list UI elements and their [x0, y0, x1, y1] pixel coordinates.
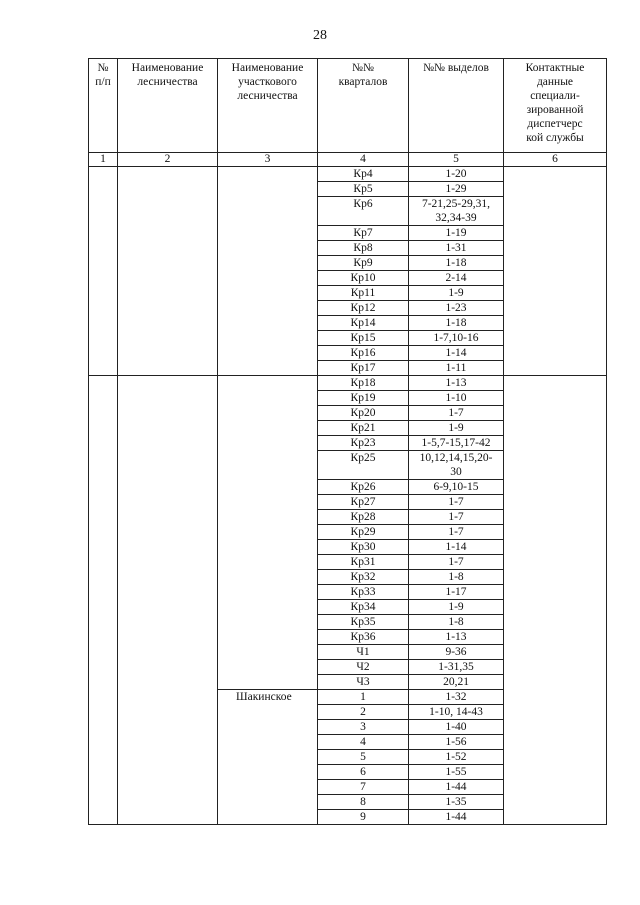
quarter-cell: Кр15	[318, 331, 409, 346]
allotment-cell: 1-52	[409, 750, 504, 765]
column-number: 6	[504, 153, 607, 167]
quarter-cell: Кр27	[318, 495, 409, 510]
quarter-cell: Кр14	[318, 316, 409, 331]
allotment-cell: 1-35	[409, 795, 504, 810]
quarter-cell: Кр25	[318, 451, 409, 480]
allotment-cell: 6-9,10-15	[409, 480, 504, 495]
page-number: 28	[313, 28, 327, 43]
allotment-cell: 1-7	[409, 495, 504, 510]
allotment-cell: 1-14	[409, 346, 504, 361]
column-number-row	[89, 153, 607, 167]
quarter-cell: Кр31	[318, 555, 409, 570]
forestry-cell	[118, 376, 218, 825]
quarter-cell: Кр36	[318, 630, 409, 645]
quarter-cell: Кр17	[318, 361, 409, 376]
column-number: 2	[118, 153, 218, 167]
quarter-cell: Кр29	[318, 525, 409, 540]
quarter-cell: Кр11	[318, 286, 409, 301]
table-row	[89, 376, 607, 391]
allotment-cell: 1-7	[409, 555, 504, 570]
header-cell: Наименование участкового лесничества	[218, 59, 318, 153]
header-cell: Контактные данные специали- зированной диспетчерс кой службы	[504, 59, 607, 153]
quarter-cell: Кр16	[318, 346, 409, 361]
quarter-cell: Кр6	[318, 197, 409, 226]
allotment-cell: 1-29	[409, 182, 504, 197]
quarter-cell: 6	[318, 765, 409, 780]
allotment-cell: 1-31	[409, 241, 504, 256]
district-forestry-cell	[218, 167, 318, 376]
allotment-cell: 1-10	[409, 391, 504, 406]
allotment-cell: 1-32	[409, 690, 504, 705]
allotment-cell: 1-9	[409, 421, 504, 436]
allotment-cell: 1-7	[409, 406, 504, 421]
header-cell: №№ выделов	[409, 59, 504, 153]
allotment-cell: 1-13	[409, 376, 504, 391]
number-cell	[89, 167, 118, 376]
allotment-cell: 1-23	[409, 301, 504, 316]
allotment-cell: 1-19	[409, 226, 504, 241]
table-body	[89, 167, 607, 825]
table-header-row	[89, 59, 607, 153]
quarter-cell: Кр20	[318, 406, 409, 421]
allotment-cell: 10,12,14,15,20- 30	[409, 451, 504, 480]
quarter-cell: Кр30	[318, 540, 409, 555]
quarter-cell: 7	[318, 780, 409, 795]
contact-cell	[504, 376, 607, 825]
quarter-cell: Кр19	[318, 391, 409, 406]
quarter-cell: Ч3	[318, 675, 409, 690]
quarter-cell: 8	[318, 795, 409, 810]
header-cell: №№ кварталов	[318, 59, 409, 153]
quarter-cell: 2	[318, 705, 409, 720]
quarter-cell: Ч1	[318, 645, 409, 660]
allotment-cell: 1-18	[409, 256, 504, 271]
column-number: 4	[318, 153, 409, 167]
allotment-cell: 1-55	[409, 765, 504, 780]
allotment-cell: 1-11	[409, 361, 504, 376]
quarter-cell: Кр28	[318, 510, 409, 525]
quarter-cell: Кр33	[318, 585, 409, 600]
quarter-cell: Кр12	[318, 301, 409, 316]
quarter-cell: Кр5	[318, 182, 409, 197]
allotment-cell: 1-8	[409, 615, 504, 630]
allotment-cell: 1-9	[409, 600, 504, 615]
quarter-cell: Кр35	[318, 615, 409, 630]
table-row	[89, 167, 607, 182]
allotment-cell: 1-44	[409, 780, 504, 795]
allotment-cell: 1-17	[409, 585, 504, 600]
district-forestry-cell	[218, 376, 318, 690]
quarter-cell: Кр10	[318, 271, 409, 286]
quarter-cell: Кр34	[318, 600, 409, 615]
allotment-cell: 2-14	[409, 271, 504, 286]
allotment-cell: 7-21,25-29,31, 32,34-39	[409, 197, 504, 226]
allotment-cell: 1-13	[409, 630, 504, 645]
forestry-cell	[118, 167, 218, 376]
quarter-cell: Кр18	[318, 376, 409, 391]
quarter-cell: Кр32	[318, 570, 409, 585]
quarter-cell: Кр7	[318, 226, 409, 241]
allotment-cell: 1-31,35	[409, 660, 504, 675]
allotment-cell: 20,21	[409, 675, 504, 690]
allotment-cell: 1-8	[409, 570, 504, 585]
quarter-cell: Кр4	[318, 167, 409, 182]
quarter-cell: Кр26	[318, 480, 409, 495]
allotment-cell: 1-40	[409, 720, 504, 735]
quarter-cell: Ч2	[318, 660, 409, 675]
allotment-cell: 1-5,7-15,17-42	[409, 436, 504, 451]
allotment-cell: 9-36	[409, 645, 504, 660]
allotment-cell: 1-20	[409, 167, 504, 182]
column-number: 1	[89, 153, 118, 167]
header-cell: Наименование лесничества	[118, 59, 218, 153]
quarter-cell: Кр23	[318, 436, 409, 451]
quarter-cell: Кр9	[318, 256, 409, 271]
contact-cell	[504, 167, 607, 376]
district-forestry-name: Шакинское	[218, 690, 318, 825]
allotment-cell: 1-9	[409, 286, 504, 301]
column-number: 3	[218, 153, 318, 167]
quarter-cell: Кр21	[318, 421, 409, 436]
column-number: 5	[409, 153, 504, 167]
quarter-cell: Кр8	[318, 241, 409, 256]
allotment-cell: 1-56	[409, 735, 504, 750]
quarter-cell: 5	[318, 750, 409, 765]
quarter-cell: 4	[318, 735, 409, 750]
quarter-cell: 9	[318, 810, 409, 825]
allotment-cell: 1-44	[409, 810, 504, 825]
forestry-table	[88, 58, 607, 825]
allotment-cell: 1-14	[409, 540, 504, 555]
allotment-cell: 1-18	[409, 316, 504, 331]
allotment-cell: 1-7	[409, 525, 504, 540]
quarter-cell: 3	[318, 720, 409, 735]
quarter-cell: 1	[318, 690, 409, 705]
allotment-cell: 1-7,10-16	[409, 331, 504, 346]
header-cell: № п/п	[89, 59, 118, 153]
allotment-cell: 1-7	[409, 510, 504, 525]
number-cell	[89, 376, 118, 825]
allotment-cell: 1-10, 14-43	[409, 705, 504, 720]
